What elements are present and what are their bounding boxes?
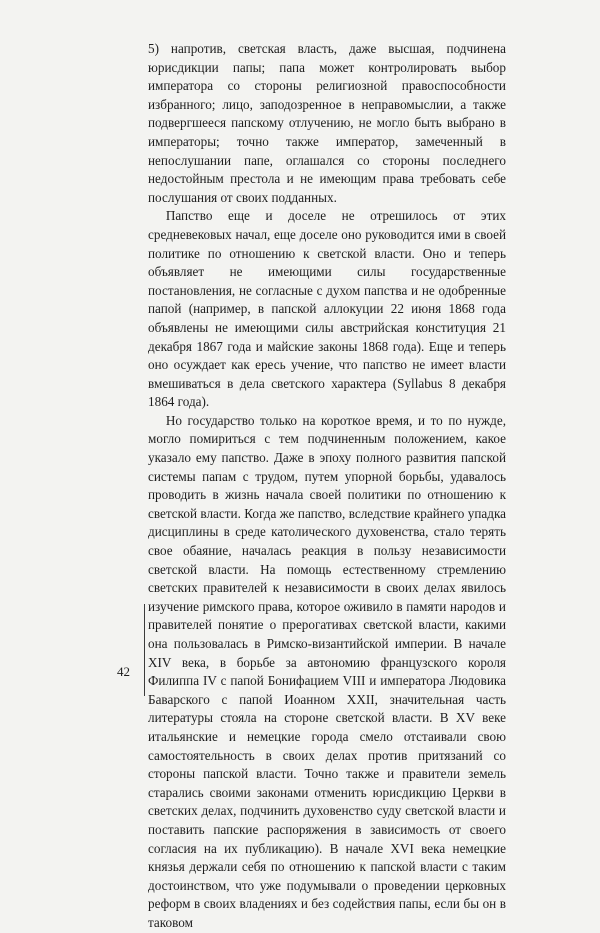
body-text: [148, 40, 506, 933]
paragraph-1: 5) напротив, светская власть, даже высшая, подчинена юрисдикции папы; папа может контролировать выбор императора со стороны религиозной правоспособности избранного; лицо, заподозренное в неправомыслии, а также подвергшееся папскому отлучению, не могло быть выбрано в императоры; точно также император, замеченный в непослушании папе, оглашался со стороны последнего недостойным престола и не имеющим права требовать себе послушания от своих подданных.: [148, 41, 506, 205]
paragraph-3: Но государство только на короткое время, и то по нужде, могло помириться с тем подчиненным положением, какое указало ему папство. Даже в эпоху полного развития папской системы папам с трудом, путем упорной борьбы, удавалось проводить в жизнь начала своей политики по отношению к светской власти. Когда же папство, вследствие крайнего упадка дисциплины в среде католического духовенства, стало терять свое обаяние, началась реакция в пользу независимости светской власти. На помощь естественному стремлению светских правителей к независимости в своих делах явилось изучение римского права, которое оживило в памяти народов и правителей понятие о прерогативах светской власти, какими она пользовалась в Римско-византийской империи. В начале XIV века, в борьбе за автономию французского короля Филиппа IV с папой Бонифацием VIII и императора Людовика Баварского с папой Иоанном XXII, значительная часть литературы стояла на стороне светской власти. В XV веке итальянские и немецкие города смело отстаивали свою самостоятельность в своих делах против притязаний со стороны папской власти. Точно также и правители земель старались своими законами отменить юрисдикцию Церкви в светских делах, подчинить духовенство суду светской власти и поставить папские распоряжения в зависимость от своего согласия на их публикацию). В начале XVI века немецкие князья держали себя по отношению к папской власти с таким достоинством, что уже подумывали о проведении церковных реформ в своих владениях и без содействия папы, если бы он в таковом: [148, 412, 506, 930]
paragraph-2: Папство еще и доселе не отрешилось от этих средневековых начал, еще доселе оно руководится ими в своей политике по отношению к светской власти. Оно и теперь объявляет не имеющими силы государственные постановления, не согласные с духом папства и не одобренные папой (например, в папской аллокуции 22 июня 1868 года объявлены не имеющими силы австрийская конституция 21 декабря 1867 года и майские законы 1868 года). Еще и теперь оно осуждает как ересь учение, что папство не имеет власти вмешиваться в дела светского характера (Syllabus 8 декабря 1864 года).: [148, 208, 506, 410]
margin-rule: [144, 604, 145, 696]
page-number: 42: [117, 664, 130, 679]
